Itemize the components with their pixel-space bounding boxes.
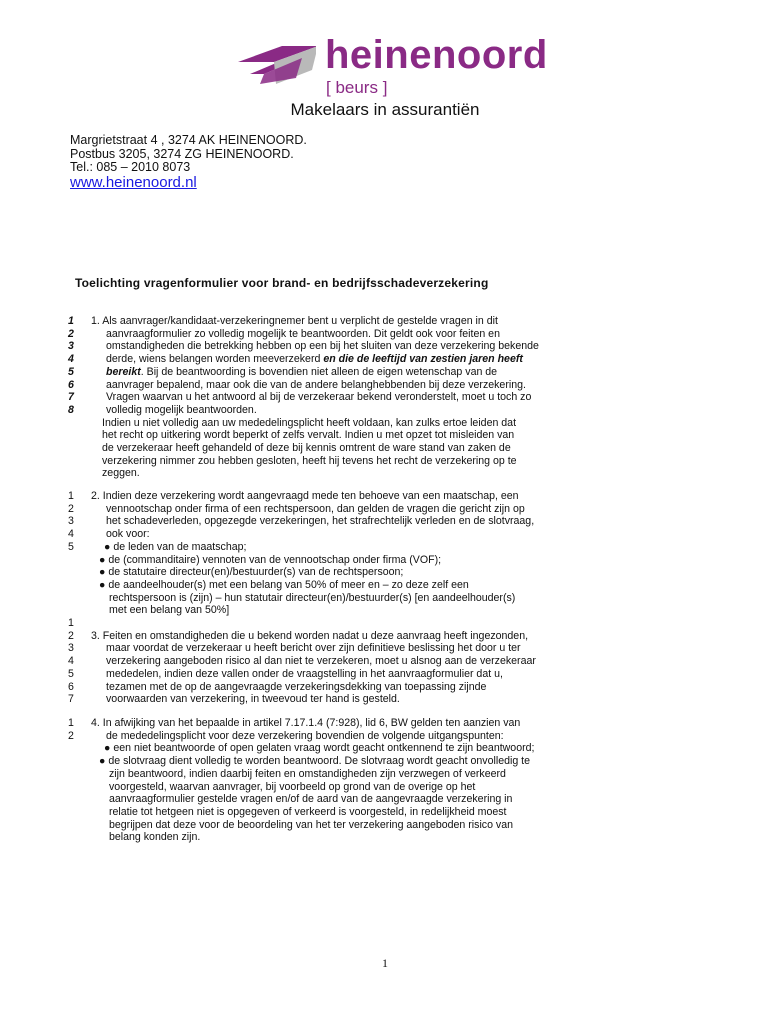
line-number: 2 <box>68 327 74 340</box>
brand-sub: [ beurs ] <box>326 78 388 97</box>
text-line: belang konden zijn. <box>109 831 201 844</box>
text-line: Vragen waarvan u het antwoord al bij de verzekeraar bekend veronderstelt, moet u toch zo <box>106 391 532 404</box>
text-line <box>106 366 497 379</box>
company-subtitle: Makelaars in assurantiën <box>290 100 480 119</box>
text-line: voorgesteld, waarvan aanvrager, bij voorbeeld op grond van de overige op het <box>109 780 476 793</box>
address-line: Postbus 3205, 3274 ZG HEINENOORD. <box>70 147 294 161</box>
line-number: 3 <box>68 515 74 528</box>
paragraph-line: Indien u niet volledig aan uw mededelingsplicht heeft voldaan, kan zulks ertoe leiden dat <box>102 416 517 429</box>
text-line: 2. Indien deze verzekering wordt aangevraagd mede ten behoeve van een maatschap, een <box>91 490 519 502</box>
text-line: 3. Feiten en omstandigheden die u bekend worden nadat u deze aanvraag heeft ingezonden, <box>91 629 529 642</box>
text-line: 1. Als aanvrager/kandidaat-verzekeringnemer bent u verplicht de gestelde vragen in dit <box>91 315 498 327</box>
line-number: 6 <box>68 680 74 693</box>
bullet-item: ● de (commanditaire) vennoten van de vennootschap onder firma (VOF); <box>99 553 442 566</box>
text-line: verzekering aangeboden risico al dan niet te verzekeren, moet u alsnog aan de verzekeraar <box>106 655 536 668</box>
text-line: maar voordat de verzekeraar u heeft bericht over zijn definitieve beslissing het door u ter <box>106 642 521 655</box>
text-line: met een belang van 50%] <box>109 604 230 617</box>
line-number: 2 <box>68 502 74 515</box>
line-number: 6 <box>68 378 74 391</box>
text-line: mededelen, indien deze vallen onder de vraagstelling in het aanvraagformulier dat u, <box>106 667 503 680</box>
text-line: voorwaarden van verzekering, in tweevoud ter hand is gesteld. <box>106 693 400 706</box>
address-line: Margrietstraat 4 , 3274 AK HEINENOORD. <box>70 133 307 147</box>
line-number: 4 <box>68 353 74 366</box>
text-line: het schadeverleden, opgezegde verzekeringen, het strafrechtelijk verleden en de slotvraag, <box>106 515 535 528</box>
line-number: 3 <box>68 340 74 353</box>
text-line <box>106 353 523 366</box>
line-number: 4 <box>68 528 74 541</box>
line-number: 2 <box>68 729 74 742</box>
line-number: 7 <box>68 693 74 706</box>
line-number: 1 <box>68 315 74 327</box>
document-title: Toelichting vragenformulier voor brand- en bedrijfsschadeverzekering <box>75 276 489 290</box>
line-number: 5 <box>68 365 74 378</box>
text-plain: derde, wiens belangen worden meeverzekerd <box>106 353 324 366</box>
line-number: 1 <box>68 490 74 502</box>
text-line: omstandigheden die betrekking hebben op een bij het sluiten van deze verzekering bekende <box>106 340 539 353</box>
brand-name: heinenoord <box>325 33 548 77</box>
text-line: aanvrager bepalend, maar ook die van de andere belanghebbenden bij deze verzekering. <box>106 378 526 391</box>
bullet-item: ● de leden van de maatschap; <box>104 540 247 553</box>
bullet-item: ● de aandeelhouder(s) met een belang van 50% of meer en – zo deze zelf een <box>99 578 469 591</box>
text-line: 4. In afwijking van het bepaalde in artikel 7.17.1.4 (7:928), lid 6, BW gelden ten aanzien van <box>91 717 521 729</box>
line-number: 2 <box>68 629 74 642</box>
text-line: relatie tot hetgeen niet is opgegeven of verkeerd is voorgesteld, in redelijkheid moest <box>109 805 507 818</box>
text-line: vennootschap onder firma of een rechtspersoon, dan gelden de vragen die gericht zijn op <box>106 502 525 515</box>
text-line: de mededelingsplicht voor deze verzekering bovendien de volgende uitgangspunten: <box>106 729 504 742</box>
text-line: volledig mogelijk beantwoorden. <box>106 403 257 416</box>
text-line: rechtspersoon is (zijn) – hun statutair directeur(en)/bestuurder(s) [en aandeelhouder(s) <box>109 591 516 604</box>
text-line: zijn beantwoord, indien daarbij feiten en omstandigheden zijn verzwegen of verkeerd <box>109 767 506 780</box>
paragraph-line: zeggen. <box>102 467 140 480</box>
line-number: 5 <box>68 667 74 680</box>
line-number: 7 <box>68 391 74 404</box>
text-line: begrijpen dat deze voor de beoordeling van het ter verzekering aangeboden risico van <box>109 818 514 831</box>
phone-line: Tel.: 085 – 2010 8073 <box>70 160 191 174</box>
line-number: 1 <box>68 717 74 729</box>
paragraph-line: verzekering nimmer zou hebben gesloten, heeft hij tevens het recht de verzekering op te <box>102 454 517 467</box>
line-number: 4 <box>68 655 74 668</box>
bullet-item: ● een niet beantwoorde of open gelaten vraag wordt geacht ontkennend te zijn beantwoord; <box>104 742 535 755</box>
text-emphasis: en die de leeftijd van zestien jaren heeft <box>323 353 523 366</box>
line-number: 5 <box>68 540 74 553</box>
text-line: aanvraagformulier gestelde vragen en/of de aard van de aangevraagde verzekering in <box>109 793 513 806</box>
paragraph-line: het recht op uitkering wordt beperkt of zelfs vervalt. Indien u met opzet tot misleiden van <box>102 429 515 442</box>
line-number: 3 <box>68 642 74 655</box>
text-line: ook voor: <box>106 528 150 541</box>
text-emphasis: bereikt <box>106 365 141 378</box>
text-line: tezamen met de op de aangevraagde verzekeringsdekking van toepassing zijnde <box>106 680 487 693</box>
text-line: aanvraagformulier zo volledig mogelijk te beantwoorden. Dit geldt ook voor feiten en <box>106 327 500 340</box>
logo-mark-icon <box>236 44 316 86</box>
line-number: 1 <box>68 617 74 629</box>
line-number: 8 <box>68 403 74 416</box>
paragraph-line: de verzekeraar heeft gehandeld of deze bij kennis omtrent de ware stand van zaken de <box>102 442 511 454</box>
text-plain: . Bij de beantwoording is bovendien niet alleen de eigen wetenschap van de <box>140 365 498 378</box>
bullet-item: ● de statutaire directeur(en)/bestuurder(s) van de rechtspersoon; <box>99 566 404 579</box>
website-link[interactable]: www.heinenoord.nl <box>70 174 197 191</box>
bullet-item: ● de slotvraag dient volledig te worden beantwoord. De slotvraag wordt geacht onvolledig te <box>99 755 530 768</box>
page-number: 1 <box>382 956 388 970</box>
